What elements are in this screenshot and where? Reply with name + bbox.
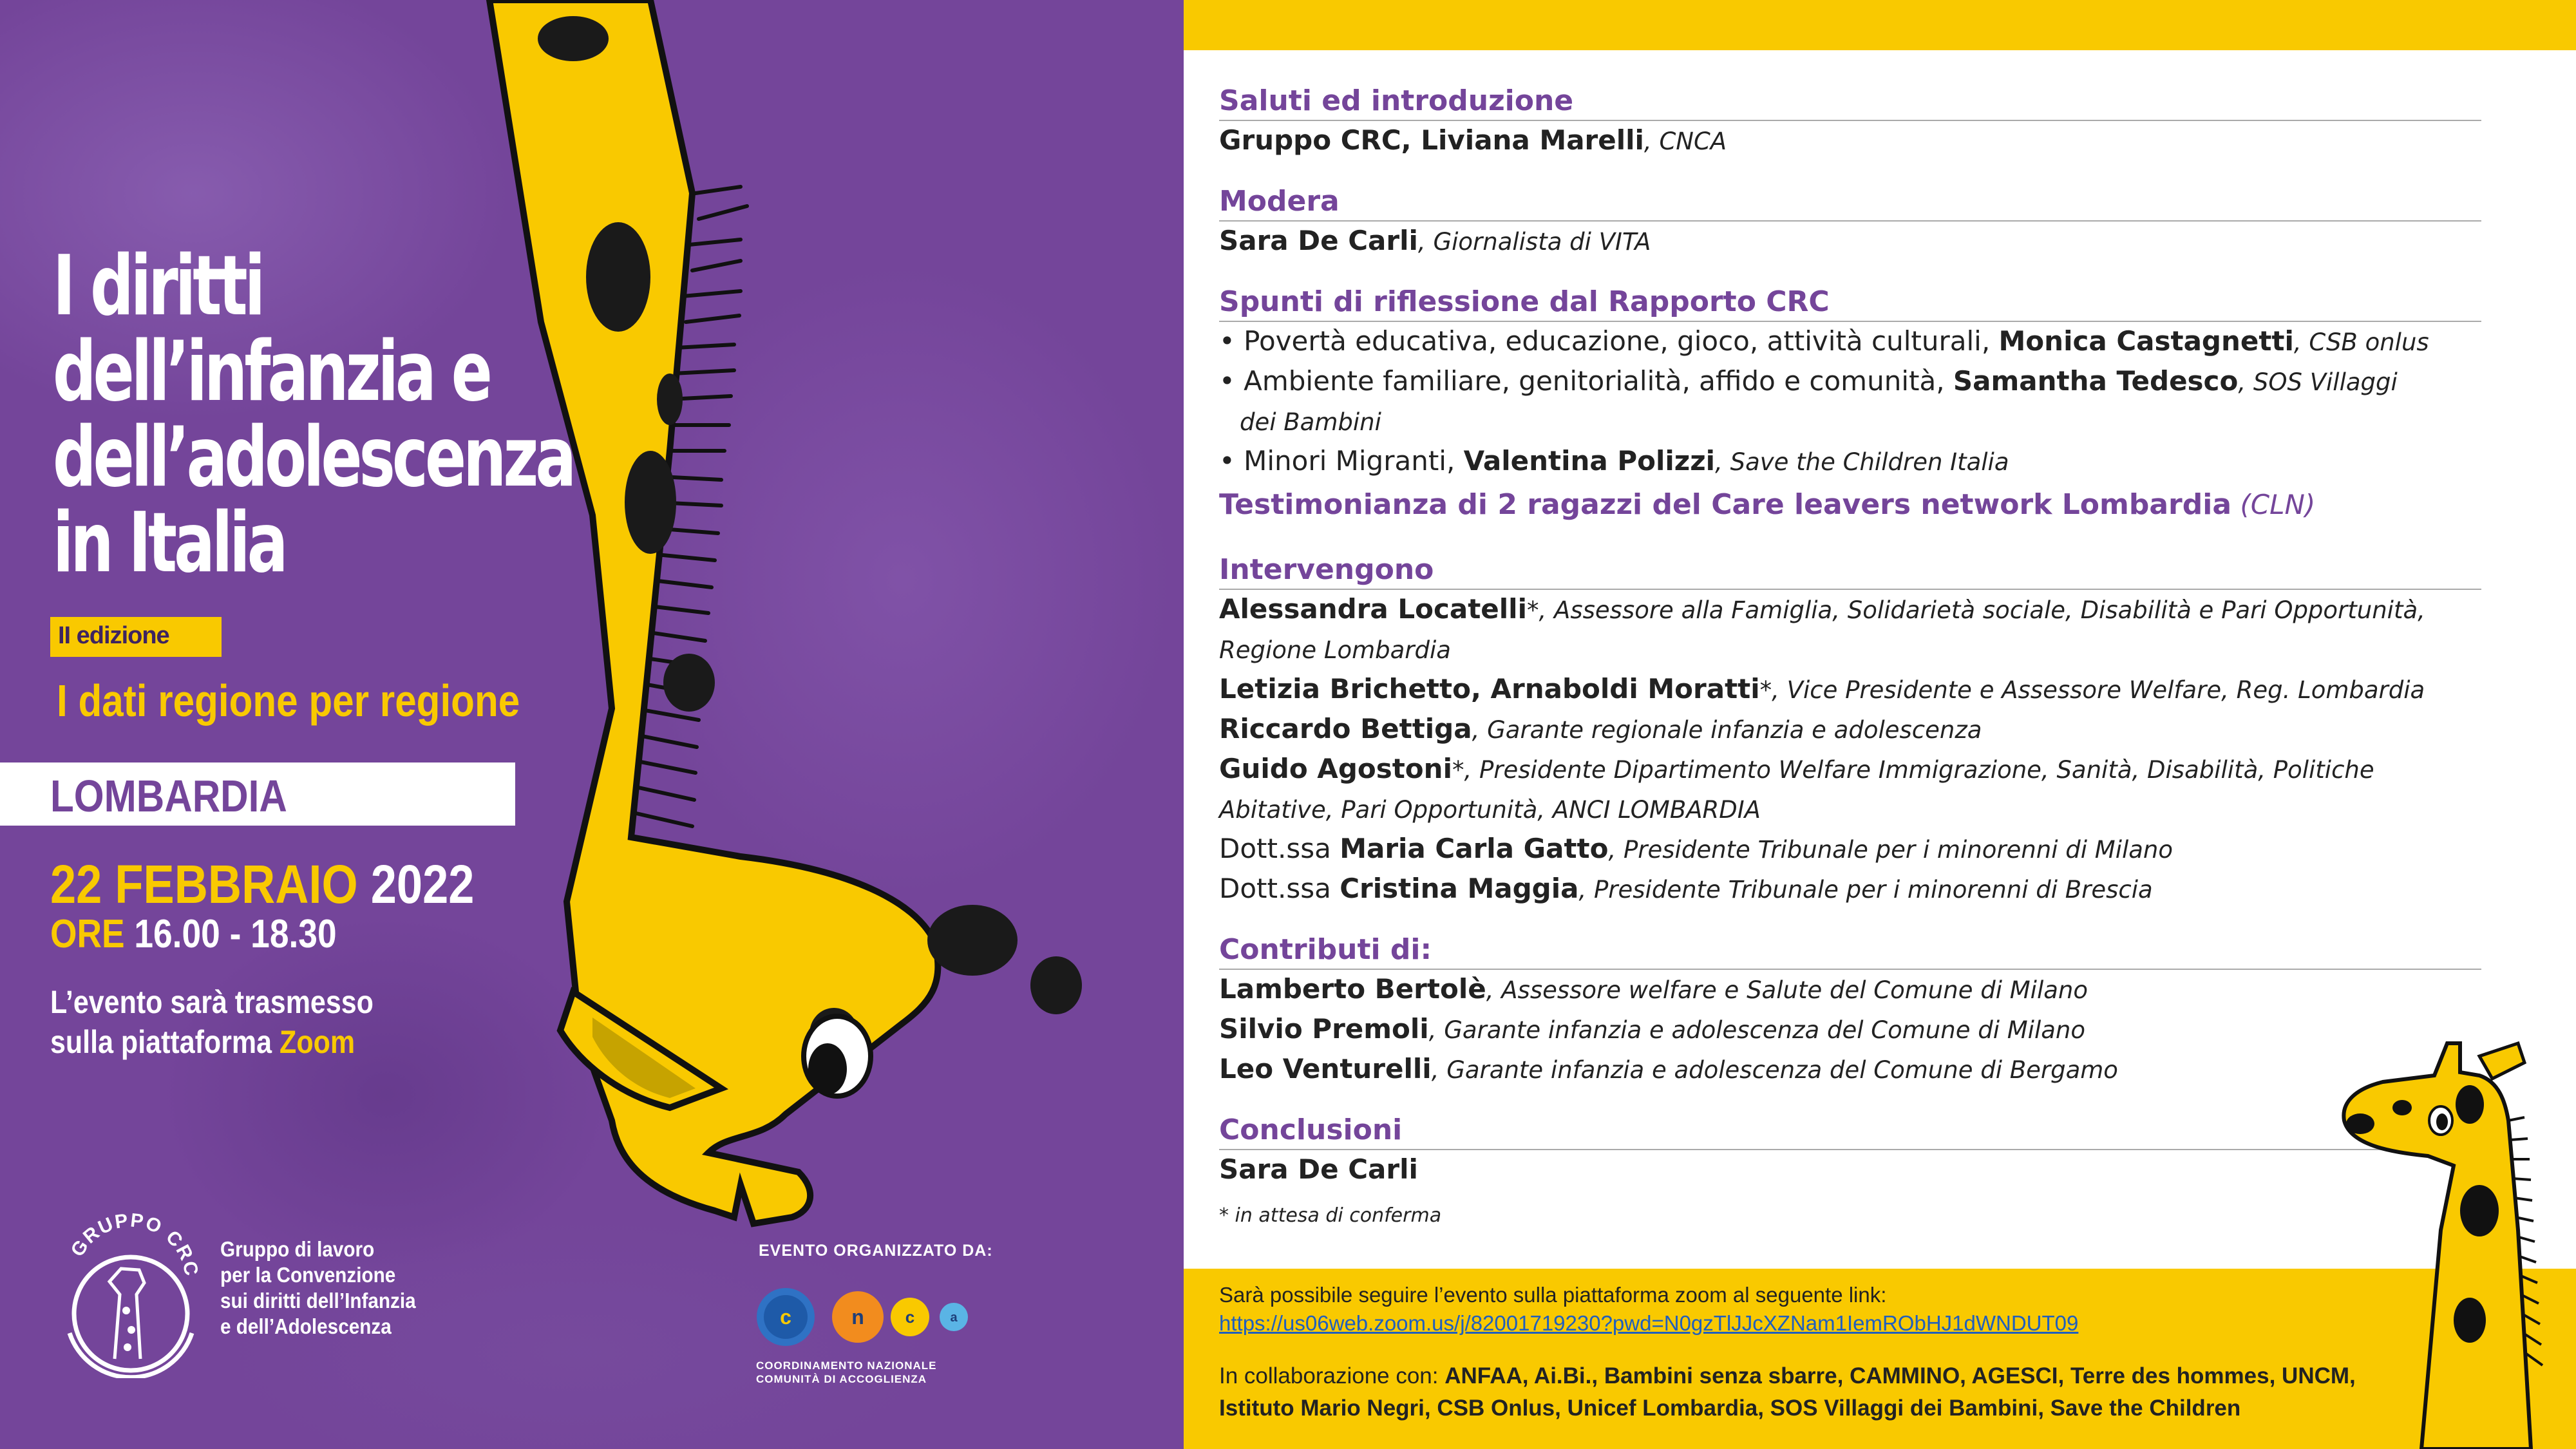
contributor-role: , Assessore welfare e Salute del Comune di Milano [1486,976,2088,1004]
speaker-name: Riccardo Bettiga [1219,713,1472,744]
speaker-row-continued [1219,790,2481,829]
region-banner [0,762,515,826]
speaker-role: *, Assessore alla Famiglia, Solidarietà sociale, Disabilità e Pari Opportunità, [1526,596,2425,624]
confirmation-note: * in attesa di conferma [1219,1204,1442,1227]
left-panel [0,0,1184,1449]
cnca-letter-4: a [950,1311,958,1325]
contributor-role: , Garante infanzia e adolescenza del Comune di Milano [1428,1016,2085,1044]
time-label: ORE [50,912,125,956]
collaboration-text [1219,1360,2481,1425]
speaker-name: Cristina Maggia [1340,873,1579,904]
cnca-logo-icon [753,1282,979,1352]
top-yellow-bar [1184,0,2576,50]
speaker-role: , Presidente Tribunale per i minorenni di Brescia [1578,876,2153,904]
date-year: 2022 [370,854,475,914]
greetings-org: , CNCA [1643,128,1727,155]
crc-line-3: sui diritti dell’Infanzia [220,1289,416,1312]
program-panel [1219,82,2481,1227]
zoom-link[interactable]: https://us06web.zoom.us/j/82001719230?pwd=N0gzTlJJcXZNam1IemRObHJ1dWNDUT09 [1219,1311,2079,1335]
report-org: , CSB onlus [2293,328,2429,356]
speaker-title: Dott.ssa [1219,873,1340,904]
speaker-role: *, Presidente Dipartimento Welfare Immigrazione, Sanità, Disabilità, Politiche [1452,756,2374,784]
moderator-row [1219,222,2481,261]
crc-line-4: e dell’Adolescenza [220,1314,392,1338]
report-topic: • Povertà educativa, educazione, gioco, attività culturali, [1219,325,1999,357]
report-speaker: Valentina Polizzi [1463,445,1716,477]
crc-line-2: per la Convenzione [220,1263,396,1287]
report-org: dei Bambini [1240,408,1381,436]
title-line-4: in Italia [53,495,285,591]
greetings-names: Gruppo CRC, Liviana Marelli [1219,124,1644,156]
edition-badge [50,617,222,657]
report-org: , SOS Villaggi [2238,368,2398,396]
section-title-greetings: Saluti ed introduzione [1219,82,2481,121]
testimony-row [1219,486,2481,524]
collaboration-line-1: ANFAA, Ai.Bi., Bambini senza sbarre, CAMMINO, AGESCI, Terre des hommes, UNCM, [1444,1363,2356,1388]
collaboration-line-2: Istituto Mario Negri, CSB Onlus, Unicef Lombardia, SOS Villaggi dei Bambini, Save the Children [1219,1396,2241,1421]
greetings-row [1219,121,2481,161]
title-line-3: dell’adolescenza [53,410,574,506]
crc-description [220,1236,416,1340]
report-org: , Save the Children Italia [1715,448,2009,476]
cnca-line-2: COMUNITÀ DI ACCOGLIENZA [756,1373,927,1385]
report-speaker: Samantha Tedesco [1953,365,2239,397]
crc-line-1: Gruppo di lavoro [220,1237,375,1261]
time-value: 16.00 - 18.30 [134,912,337,956]
report-item [1219,362,2481,402]
speaker-role: Regione Lombardia [1219,636,1451,664]
report-item [1219,322,2481,362]
speaker-role: *, Vice Presidente e Assessore Welfare, Reg. Lombardia [1759,676,2425,704]
collaboration-label: In collaborazione con: [1219,1363,1445,1388]
speaker-row [1219,750,2481,790]
event-title [53,238,581,591]
speaker-row [1219,670,2481,710]
speaker-row [1219,710,2481,750]
region-label: LOMBARDIA [50,771,287,821]
cnca-letter-2: n [851,1305,864,1329]
zoom-info-text: Sarà possibile seguire l’evento sulla piattaforma zoom al seguente link: [1219,1283,1887,1307]
event-date [50,853,474,916]
contributor-role: , Garante infanzia e adolescenza del Comune di Bergamo [1431,1056,2118,1084]
contributor-name: Silvio Premoli [1219,1013,1429,1045]
report-topic: • Minori Migranti, [1219,445,1464,477]
date-highlight: 22 FEBBRAIO [50,854,358,914]
section-title-report: Spunti di riflessione dal Rapporto CRC [1219,283,2481,322]
report-speaker: Monica Castagnetti [1998,325,2294,357]
crc-logo-text: GRUPPO CRC [66,1209,203,1279]
event-subtitle: I dati regione per regione [57,676,520,726]
cnca-line-1: COORDINAMENTO NAZIONALE [756,1359,937,1372]
moderator-name: Sara De Carli [1219,225,1418,256]
cnca-letter-1: c [780,1305,791,1329]
testimony-title: Testimonianza di 2 ragazzi del Care leavers network Lombardia [1219,488,2232,521]
speaker-name: Alessandra Locatelli [1219,593,1527,625]
organizer-heading: EVENTO ORGANIZZATO DA: [759,1242,993,1260]
speaker-row [1219,869,2481,909]
stream-info [50,982,374,1062]
speaker-row [1219,590,2481,630]
edition-label: II edizione [58,622,169,649]
testimony-suffix: (CLN) [2231,489,2316,520]
speaker-title: Dott.ssa [1219,833,1340,864]
report-topic: • Ambiente familiare, genitorialità, affido e comunità, [1219,365,1953,397]
event-time [50,911,337,957]
title-line-1: I diritti [53,238,263,334]
stream-line-2 [50,1022,374,1062]
speaker-role: , Presidente Tribunale per i minorenni di Milano [1608,836,2174,864]
speaker-row [1219,829,2481,869]
cnca-name [756,1359,937,1386]
stream-prefix: sulla piattaforma [50,1024,272,1060]
moderator-role: , Giornalista di VITA [1417,228,1651,256]
conclusions-name: Sara De Carli [1219,1153,1418,1185]
stream-platform: Zoom [279,1024,355,1060]
report-item-continued [1219,402,2481,442]
speaker-name: Guido Agostoni [1219,753,1452,784]
crc-giraffe-logo-icon [50,1204,211,1378]
section-title-speakers: Intervengono [1219,551,2481,590]
conclusions-row [1219,1150,2481,1189]
contributor-row [1219,1010,2481,1050]
speaker-role: , Garante regionale infanzia e adolescenza [1472,716,1982,744]
contributor-name: Lamberto Bertolè [1219,973,1486,1005]
speaker-name: Maria Carla Gatto [1340,833,1609,864]
contributor-row [1219,970,2481,1010]
cnca-letter-3: c [905,1307,915,1327]
speaker-name: Letizia Brichetto, Arnaboldi Moratti [1219,673,1760,705]
title-line-2: dell’infanzia e [53,324,489,420]
report-item [1219,442,2481,482]
section-title-contributions: Contributi di: [1219,931,2481,970]
section-title-conclusions: Conclusioni [1219,1112,2481,1150]
small-giraffe-illustration [2331,1018,2576,1449]
stream-line-1: L’evento sarà trasmesso [50,984,374,1020]
speaker-role: Abitative, Pari Opportunità, ANCI LOMBARDIA [1219,796,1761,824]
section-title-moderator: Modera [1219,183,2481,222]
contributor-row [1219,1050,2481,1090]
speaker-row-continued [1219,630,2481,670]
contributor-name: Leo Venturelli [1219,1053,1432,1084]
